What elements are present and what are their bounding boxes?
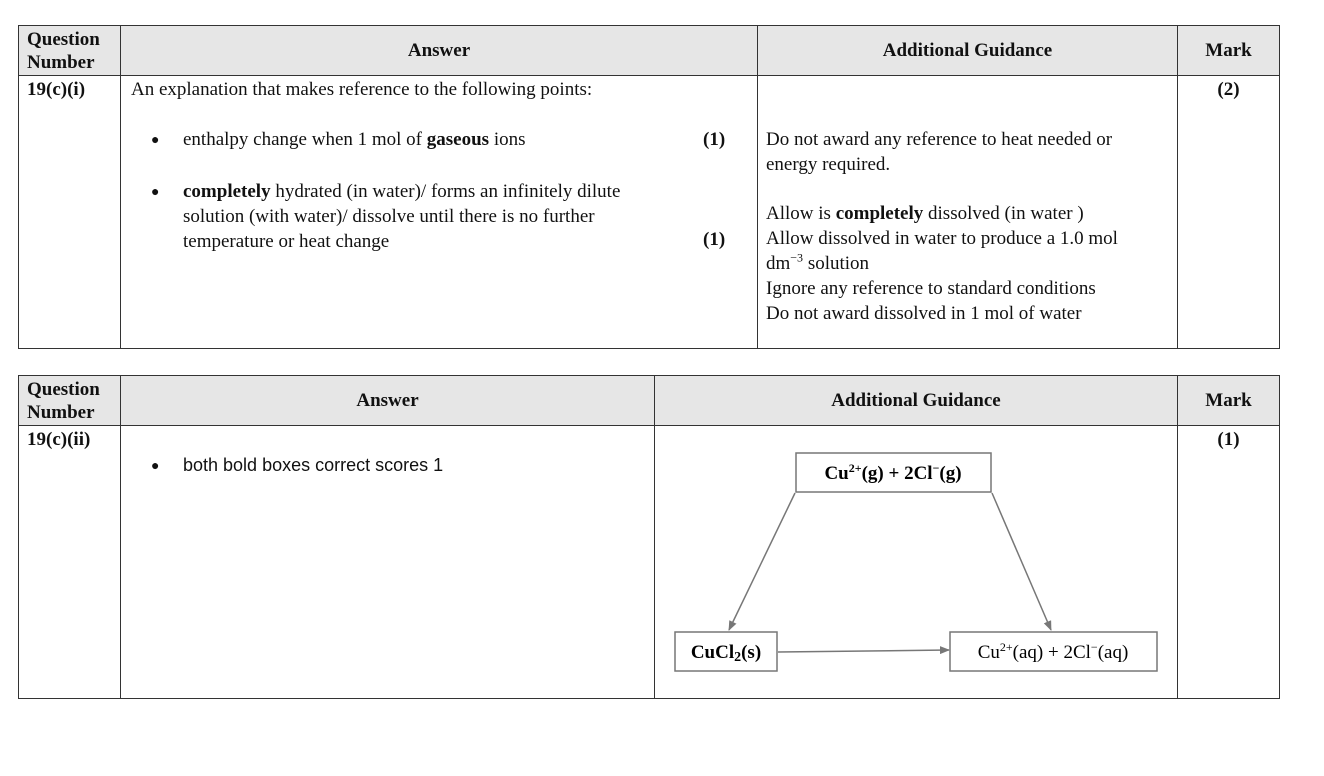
top-box-label: $Cu^{2+}(g) + 2Cl^-(g)$ <box>824 461 962 484</box>
guidance-line: Ignore any reference to standard conditions <box>766 278 1096 299</box>
guidance-line: Allow is completely dissolved (in water ) <box>766 203 1084 224</box>
answer-point-1: both bold boxes correct scores 1 <box>183 455 444 475</box>
right-box-label: $Cu^{2+}(aq) + 2Cl^-(aq)$ <box>977 640 1129 663</box>
answer-point-2-line-1: completely hydrated (in water)/ forms an infinitely dilute <box>183 181 621 202</box>
mark-value: (2) <box>1178 76 1280 349</box>
question-number-header: Question Number <box>19 26 121 76</box>
answer-header: Answer <box>121 26 758 76</box>
enthalpy-cycle-diagram <box>655 426 1178 699</box>
mark-scheme-table-1 <box>18 25 1280 349</box>
arrow-top-to-left <box>729 493 795 630</box>
guidance-cell <box>758 76 1178 349</box>
answer-point-1: enthalpy change when 1 mol of gaseous ions <box>183 129 526 150</box>
answer-point-1-mark: (1) <box>703 129 726 150</box>
bullet-icon: ● <box>151 459 160 474</box>
answer-point-2-mark: (1) <box>703 229 726 250</box>
arrow-left-to-right <box>778 650 949 652</box>
guidance-line: Do not award any reference to heat needed or <box>766 129 1113 150</box>
question-number: 19(c)(i) <box>19 76 121 349</box>
mark-header: Mark <box>1178 376 1280 426</box>
answer-point-2-line-2: solution (with water)/ dissolve until there is no further <box>183 206 595 227</box>
guidance-line: Allow dissolved in water to produce a 1.0 mol <box>766 228 1118 249</box>
header-row <box>19 26 1280 76</box>
left-box-label: CuCl2(s) <box>690 642 762 665</box>
mark-value: (1) <box>1178 426 1280 699</box>
guidance-header: Additional Guidance <box>655 376 1178 426</box>
guidance-header: Additional Guidance <box>758 26 1178 76</box>
answer-row <box>19 426 1280 699</box>
answer-header: Answer <box>121 376 655 426</box>
guidance-line: energy required. <box>766 154 891 175</box>
question-number-header: Question Number <box>19 376 121 426</box>
answer-intro: An explanation that makes reference to the following points: <box>131 79 593 100</box>
answer-cell <box>121 76 758 349</box>
answer-cell <box>121 426 655 699</box>
answer-row <box>19 76 1280 349</box>
guidance-line: Do not award dissolved in 1 mol of water <box>766 303 1082 324</box>
guidance-line: $dm^{-3}$ solution <box>766 250 870 274</box>
mark-scheme-table-2 <box>18 375 1280 699</box>
guidance-cell <box>655 426 1178 699</box>
bullet-icon: ● <box>151 133 160 148</box>
arrow-top-to-right <box>992 493 1051 630</box>
bullet-icon: ● <box>151 185 160 200</box>
question-number: 19(c)(ii) <box>19 426 121 699</box>
mark-header: Mark <box>1178 26 1280 76</box>
header-row <box>19 376 1280 426</box>
answer-point-2-line-3: temperature or heat change <box>183 231 390 252</box>
